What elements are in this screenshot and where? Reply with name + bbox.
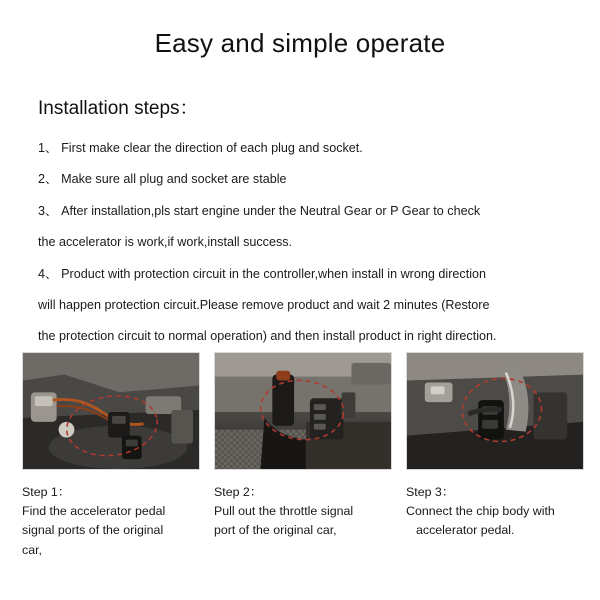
caption-label-step-2: Step 2： (214, 485, 263, 499)
caption-text-step-2-line-1: Pull out the throttle signal (214, 504, 354, 519)
caption-label-step-1: Step 1： (22, 485, 71, 499)
photo-column-step-1 (22, 352, 200, 560)
caption-step-3 (406, 483, 584, 541)
photo-gallery (22, 352, 584, 560)
step-line-3: 3、 After installation,pls start engine under the Neutral Gear or P Gear to check (38, 203, 481, 218)
page-title: Easy and simple operate (154, 28, 446, 58)
caption-text-step-1-line-3: car, (22, 542, 42, 557)
step-line-4: 4、 Product with protection circuit in the controller,when install in wrong direction (38, 266, 486, 281)
caption-text-step-1-line-2: signal ports of the original (22, 523, 164, 538)
caption-step-2 (214, 483, 392, 541)
step-line-4-cont-a: will happen protection circuit.Please remove product and wait 2 minutes (Restore (38, 297, 490, 312)
photo-column-step-3 (406, 352, 584, 560)
caption-text-step-3-line-2: accelerator pedal. (416, 523, 515, 538)
caption-text-step-3-line-1: Connect the chip body with (406, 504, 555, 519)
photo-column-step-2 (214, 352, 392, 560)
installation-steps-heading: Installation steps： (38, 98, 199, 119)
installation-steps-list (0, 138, 600, 347)
caption-step-1 (22, 483, 200, 560)
caption-text-step-1-line-1: Find the accelerator pedal (22, 504, 166, 519)
photo-step-3 (406, 352, 584, 470)
step-line-3-cont: the accelerator is work,if work,install success. (38, 235, 293, 250)
photo-step-1 (22, 352, 200, 470)
caption-text-step-2-line-2: port of the original car, (214, 523, 337, 538)
step-line-2: 2、 Make sure all plug and socket are stable (38, 172, 287, 187)
caption-label-step-3: Step 3： (406, 485, 455, 499)
step-line-1: 1、 First make clear the direction of each plug and socket. (38, 141, 363, 155)
step-line-4-cont-b: the protection circuit to normal operation) and then install product in right direction. (38, 329, 497, 344)
photo-step-2 (214, 352, 392, 470)
